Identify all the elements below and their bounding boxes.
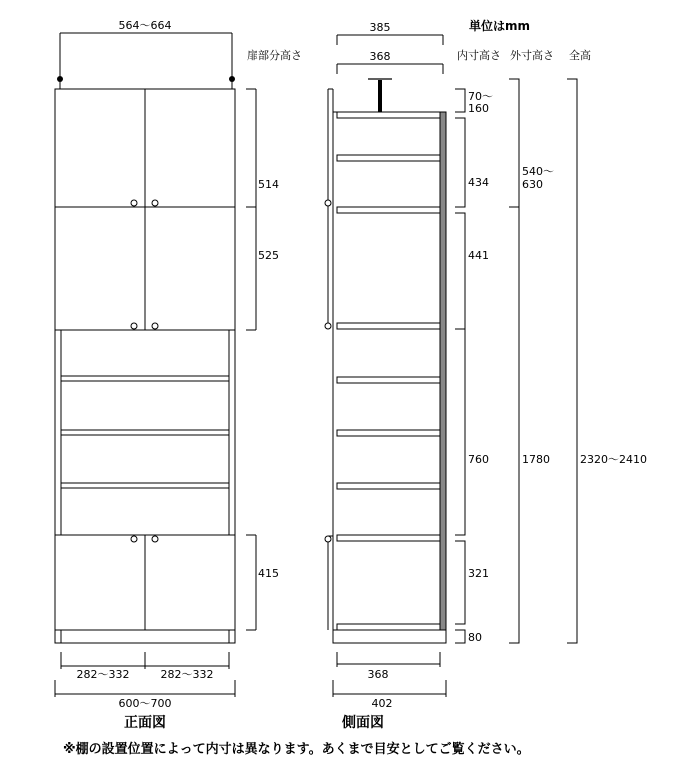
- inner-height-label: 434: [468, 176, 489, 189]
- inner-height-header: 内寸高さ: [457, 49, 501, 62]
- side-inner-depth-bottom-label: 368: [367, 668, 389, 681]
- side-knob: [325, 323, 331, 329]
- total-height-label: 2320～2410: [580, 453, 647, 466]
- front-shelf-board: [61, 483, 229, 488]
- door-knob: [131, 200, 137, 206]
- inner-height-label: 321: [468, 567, 489, 580]
- half-width-label: 282～332: [76, 668, 130, 681]
- side-knob: [325, 536, 331, 542]
- outer-height-label: 540～: [522, 165, 554, 178]
- inner-height-brackets: [455, 89, 493, 644]
- front-total-width-label: 600～700: [118, 697, 172, 710]
- side-plinth: [333, 630, 446, 643]
- side-view: [325, 21, 446, 731]
- inner-height-label: 160: [468, 102, 489, 115]
- front-shelf-board: [61, 376, 229, 381]
- half-width-label: 282～332: [160, 668, 214, 681]
- front-shelf-board: [61, 430, 229, 435]
- side-inner-depth-top-label: 368: [369, 50, 391, 63]
- side-knob: [325, 200, 331, 206]
- front-plinth: [55, 630, 235, 643]
- front-view: [55, 19, 302, 731]
- inner-height-label: 70～: [468, 90, 493, 103]
- outer-height-label: 1780: [522, 453, 550, 466]
- inner-height-label: 80: [468, 631, 482, 644]
- side-top-depth-dimension: [337, 21, 443, 74]
- footnote: ※棚の設置位置によって内寸は異なります。あくまで目安としてご覧ください。: [63, 742, 530, 757]
- door-height-header: 扉部分高さ: [247, 49, 302, 62]
- inner-height-label: 441: [468, 249, 489, 262]
- door-knob: [131, 536, 137, 542]
- front-top-width-dimension: [57, 19, 235, 89]
- door-knob: [131, 323, 137, 329]
- side-bottom-depth-dimension: [333, 652, 446, 710]
- door-knob: [152, 200, 158, 206]
- outer-height-label: 630: [522, 178, 543, 191]
- unit-label: 単位はmm: [469, 19, 531, 33]
- height-dimensions: [455, 18, 647, 644]
- door-knob: [152, 536, 158, 542]
- outer-height-brackets: [509, 79, 554, 643]
- tension-post: [378, 80, 382, 112]
- inner-height-label: 760: [468, 453, 489, 466]
- door-height-dimension: [246, 48, 302, 630]
- total-height-header: 全高: [569, 49, 591, 62]
- side-back-panel: [440, 112, 446, 643]
- side-view-caption: 側面図: [342, 715, 384, 731]
- front-bottom-width-dimension: [55, 652, 235, 710]
- outer-height-header: 外寸高さ: [510, 49, 554, 62]
- front-view-caption: 正面図: [124, 715, 166, 731]
- door-height-label: 514: [258, 178, 279, 191]
- door-height-label: 525: [258, 249, 279, 262]
- door-height-label: 415: [258, 567, 279, 580]
- side-outer-depth-bottom-label: 402: [371, 697, 393, 710]
- side-outer-depth-top-label: 385: [369, 21, 391, 34]
- front-top-width-label: 564～664: [118, 19, 172, 32]
- total-height-bracket: [567, 79, 647, 643]
- door-knob: [152, 323, 158, 329]
